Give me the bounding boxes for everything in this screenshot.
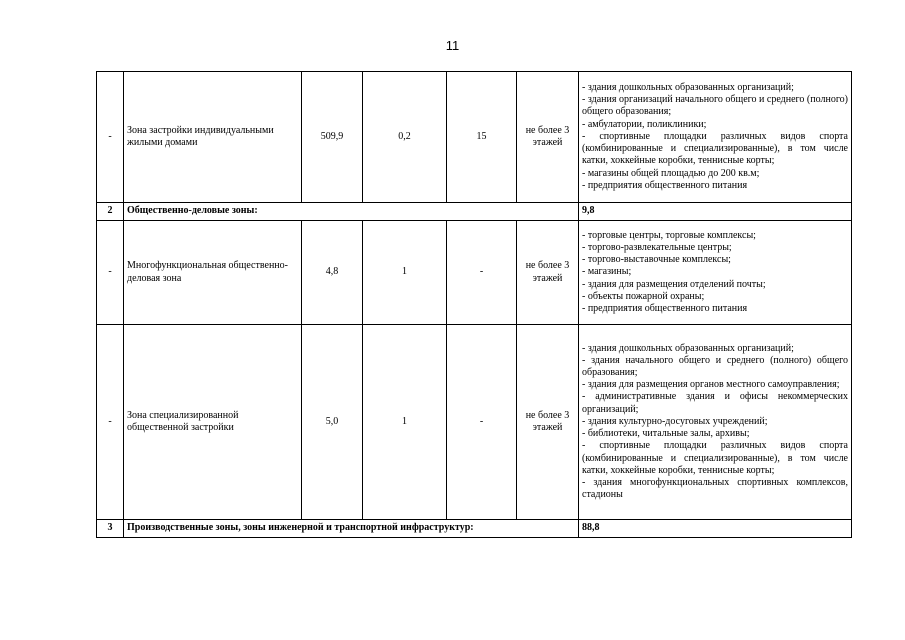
zone-max-floors: не более 3 этажей [517, 221, 579, 325]
zone-value-3: 1 [363, 325, 447, 520]
section-number: 3 [97, 520, 124, 538]
permitted-use-item: - амбулатории, поликлиники; [582, 118, 707, 130]
permitted-uses [579, 221, 852, 325]
zone-area: 5,0 [302, 325, 363, 520]
permitted-use-item: - торгово-развлекательные центры; [582, 241, 732, 253]
permitted-use-item: - административные здания и офисы некоммерческих организаций; [582, 391, 848, 415]
page-number: 11 [445, 38, 460, 53]
zone-value-3: 1 [363, 221, 447, 325]
permitted-use-item: - здания культурно-досуговых учреждений; [582, 415, 768, 427]
permitted-use-item: - здания начального общего и среднего (полного) общего образования; [582, 354, 848, 379]
permitted-use-item: - здания организаций начального общего и среднего (полного) общего образования; [582, 94, 848, 118]
zone-row [97, 325, 852, 520]
permitted-use-item: - здания дошкольных образованных организаций; [582, 342, 794, 354]
permitted-use-item: - торгово-выставочные комплексы; [582, 254, 731, 266]
zone-max-floors: не более 3 этажей [517, 325, 579, 520]
zone-area: 509,9 [302, 72, 363, 203]
zones-table [96, 71, 852, 538]
zone-number: - [97, 72, 124, 203]
permitted-use-item: - магазины общей площадью до 200 кв.м; [582, 167, 760, 179]
section-total: 9,8 [579, 203, 852, 221]
permitted-use-item: - объекты пожарной охраны; [582, 290, 705, 302]
zone-row [97, 221, 852, 325]
section-title: Общественно-деловые зоны: [124, 203, 579, 221]
zone-value-4: - [447, 325, 517, 520]
permitted-uses [579, 325, 852, 520]
zone-area: 4,8 [302, 221, 363, 325]
zone-value-3: 0,2 [363, 72, 447, 203]
zone-row [97, 72, 852, 203]
permitted-use-item: - магазины; [582, 266, 632, 278]
section-row [97, 203, 852, 221]
permitted-use-item: - торговые центры, торговые комплексы; [582, 229, 756, 241]
zone-value-4: 15 [447, 72, 517, 203]
permitted-uses [579, 72, 852, 203]
permitted-use-item: - предприятия общественного питания [582, 303, 748, 314]
permitted-use-item: - спортивные площадки различных видов спорта (комбинированные и специализированные), в том числе катки, хоккейные коробки, теннисные корты; [582, 130, 848, 167]
permitted-use-item: - здания для размещения отделений почты; [582, 278, 766, 290]
section-number: 2 [97, 203, 124, 221]
zone-name: Зона застройки индивидуальными жилыми домами [124, 72, 302, 203]
section-total: 88,8 [579, 520, 852, 538]
zone-number: - [97, 325, 124, 520]
permitted-use-item: - предприятия общественного питания [582, 179, 748, 191]
permitted-use-item: - здания дошкольных образованных организаций; [582, 82, 794, 94]
zone-number: - [97, 221, 124, 325]
permitted-use-item: - здания многофункциональных спортивных комплексов, стадионы [582, 476, 848, 501]
section-row [97, 520, 852, 538]
permitted-use-item: - здания для размещения органов местного самоуправления; [582, 379, 840, 391]
zones-table-body [97, 72, 852, 538]
zone-value-4: - [447, 221, 517, 325]
permitted-use-item: - библиотеки, читальные залы, архивы; [582, 428, 750, 440]
section-title: Производственные зоны, зоны инженерной и транспортной инфраструктур: [124, 520, 579, 538]
zone-name: Зона специализированной общественной застройки [124, 325, 302, 520]
permitted-use-item: - спортивные площадки различных видов спорта (комбинированные и специализированные), в том числе катки, хоккейные коробки, теннисные корты; [582, 440, 848, 476]
zone-max-floors: не более 3 этажей [517, 72, 579, 203]
zone-name: Многофункциональная общественно-деловая зона [124, 221, 302, 325]
